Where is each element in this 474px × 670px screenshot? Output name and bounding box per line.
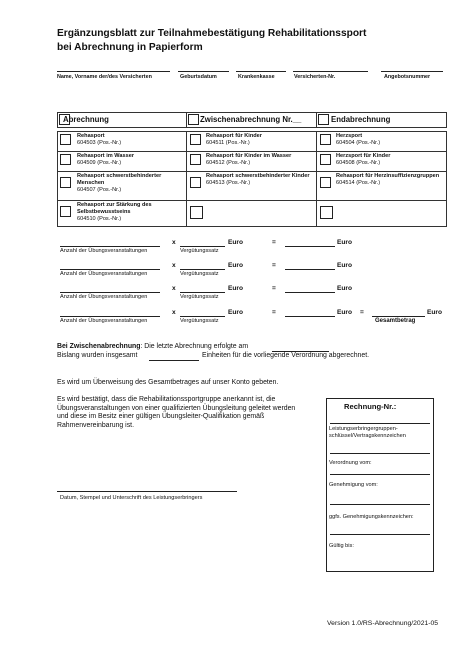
interim-last-date-text: : Die letzte Abrechnung erfolgte am: [140, 343, 249, 350]
insured-number-field-line[interactable]: [293, 71, 368, 72]
grid-row-divider-2: [57, 171, 447, 172]
rate-field-label: Vergütungssatz: [180, 294, 219, 300]
sport-cell-rehasport: [77, 133, 183, 147]
rate-field-label: Vergütungssatz: [180, 271, 219, 277]
offer-number-field-label: Angebotsnummer: [384, 74, 431, 80]
sport-checkbox-kinder-wasser[interactable]: [190, 154, 201, 165]
sport-cell-herzinsuffizienz: [336, 173, 444, 187]
sport-cell-schwerstbehindert-kinder: [206, 173, 314, 187]
title-line-2: bei Abrechnung in Papierform: [57, 42, 203, 53]
valid-until-label: Gültig bis:: [329, 543, 354, 549]
amount-field-line[interactable]: [285, 269, 335, 270]
euro-unit: Euro: [337, 239, 353, 246]
sport-checkbox-schwerstbehindert[interactable]: [60, 177, 71, 188]
billing-divider-2: [316, 112, 317, 128]
amount-field-line[interactable]: [285, 292, 335, 293]
euro-unit: Euro: [228, 285, 244, 292]
grid-row-divider-3: [57, 200, 447, 201]
provider-key-line[interactable]: [330, 453, 430, 454]
sport-cell-kinder-wasser: [206, 153, 314, 167]
euro-unit: Euro: [228, 239, 244, 246]
signature-line[interactable]: [57, 491, 237, 492]
multiply-sign: x: [172, 309, 176, 316]
amount-field-line[interactable]: [285, 246, 335, 247]
sport-title: Rehasport für Kinder im Wasser: [206, 153, 292, 159]
amount-field-line[interactable]: [285, 316, 335, 317]
prescription-date-label: Verordnung vom:: [329, 460, 372, 466]
sport-title: Rehasport für Herzinsuffizienzgruppen: [336, 173, 440, 179]
sport-cell-wasser: [77, 153, 183, 167]
rate-field-line[interactable]: [180, 246, 225, 247]
sport-title: Rehasport für Kinder: [206, 133, 262, 139]
equals-sign: =: [272, 262, 276, 269]
rate-field-line[interactable]: [180, 292, 225, 293]
sport-code: 604509 (Pos.-Nr.): [77, 160, 122, 166]
euro-unit: Euro: [337, 262, 353, 269]
rate-field-line[interactable]: [180, 269, 225, 270]
sport-title: Herzsport für Kinder: [336, 153, 391, 159]
count-field-label: Anzahl der Übungsveranstaltungen: [60, 294, 148, 300]
sport-checkbox-schwerstbehindert-kinder[interactable]: [190, 177, 201, 188]
equals-sign: =: [272, 309, 276, 316]
sport-cell-herzsport-kinder: [336, 153, 444, 167]
title-line-1: Ergänzungsblatt zur Teilnahmebestätigung Rehabilitationssport: [57, 28, 367, 39]
count-field-line[interactable]: [60, 269, 160, 270]
interim-total-suffix: Einheiten für die vorliegende Verordnung abgerechnet.: [202, 352, 370, 359]
document-title: [57, 27, 447, 55]
sport-code: 604508 (Pos.-Nr.): [336, 160, 381, 166]
provider-key-label: Leistungserbringergruppen-schlüssel/Vertragskennzeichen: [329, 426, 406, 439]
sport-cell-herzsport: [336, 133, 444, 147]
billing-divider-1: [186, 112, 187, 128]
euro-unit: Euro: [337, 309, 353, 316]
grid-col-divider-1: [186, 131, 187, 227]
rate-field-line[interactable]: [180, 316, 225, 317]
birthdate-field-line[interactable]: [178, 71, 229, 72]
sport-checkbox-rehasport[interactable]: [60, 134, 71, 145]
sport-title: Rehasport im Wasser: [77, 153, 134, 159]
count-field-label: Anzahl der Übungsveranstaltungen: [60, 318, 148, 324]
abrechnung-label: Abrechnung: [63, 115, 109, 124]
euro-unit: Euro: [228, 262, 244, 269]
confirmation-text: Es wird bestätigt, dass die Rehabilitationssportgruppe anerkannt ist, die Übungsveranstaltungen von einer qualifizierten Übungsleitung geleitet werden und diese im Besitz einer gültigen Übungsleiter-Qualifikation gemäß Rahmenvereinbarung ist.: [57, 396, 296, 429]
sport-title: Herzsport: [336, 133, 363, 139]
version-footer: Version 1.0/RS-Abrechnung/2021-05: [327, 620, 439, 627]
rate-field-label: Vergütungssatz: [180, 248, 219, 254]
approval-id-line[interactable]: [330, 534, 430, 535]
endabrechnung-label: Endabrechnung: [331, 115, 391, 124]
sport-cell-selbstbewusstsein: [77, 202, 183, 223]
endabrechnung-checkbox[interactable]: [318, 114, 329, 125]
count-field-label: Anzahl der Übungsveranstaltungen: [60, 271, 148, 277]
sport-code: 604511 (Pos.-Nr.): [206, 140, 250, 146]
rate-field-label: Vergütungssatz: [180, 318, 219, 324]
sport-checkbox-herzsport-kinder[interactable]: [320, 154, 331, 165]
offer-number-field-line[interactable]: [381, 71, 443, 72]
sport-code: 604513 (Pos.-Nr.): [206, 180, 251, 186]
multiply-sign: x: [172, 239, 176, 246]
sport-checkbox-empty-2[interactable]: [320, 206, 333, 219]
count-field-label: Anzahl der Übungsveranstaltungen: [60, 248, 148, 254]
sport-title: Rehasport schwerstbehinderter Kinder: [206, 173, 310, 179]
equals-sign: =: [272, 285, 276, 292]
prescription-date-line[interactable]: [330, 474, 430, 475]
sport-cell-schwerstbehindert: [77, 173, 183, 194]
approval-date-label: Genehmigung vom:: [329, 482, 378, 488]
count-field-line[interactable]: [60, 292, 160, 293]
sport-checkbox-wasser[interactable]: [60, 154, 71, 165]
sport-code: 604503 (Pos.-Nr.): [77, 140, 122, 146]
sport-title: Rehasport zur Stärkung des Selbstbewusstseins: [77, 202, 152, 215]
sport-checkbox-selbstbewusstsein[interactable]: [60, 206, 71, 217]
zwischenabrechnung-label: Zwischenabrechnung Nr.__: [200, 115, 302, 124]
total-amount-label: Gesamtbetrag: [375, 318, 416, 324]
transfer-request-text: Es wird um Überweisung des Gesamtbetrages auf unser Konto gebeten.: [57, 379, 279, 386]
count-field-line[interactable]: [60, 316, 160, 317]
sport-cell-kinder: [206, 133, 314, 147]
grid-col-divider-2: [316, 131, 317, 227]
sport-code: 604510 (Pos.-Nr.): [77, 216, 122, 222]
sport-title: Rehasport: [77, 133, 105, 139]
insurer-field-label: Krankenkasse: [238, 74, 275, 80]
interim-total-prefix: Bislang wurden insgesamt: [57, 352, 138, 359]
name-field-label: Name, Vorname der/des Versicherten: [57, 74, 152, 80]
count-field-line[interactable]: [60, 246, 160, 247]
euro-unit: Euro: [228, 309, 244, 316]
approval-id-label: ggfs. Genehmigungskennzeichen:: [329, 514, 414, 520]
total-amount-line[interactable]: [372, 316, 425, 317]
signature-label: Datum, Stempel und Unterschrift des Leistungserbringers: [60, 495, 203, 501]
grid-row-divider-1: [57, 151, 447, 152]
multiply-sign: x: [172, 262, 176, 269]
approval-date-line[interactable]: [330, 504, 430, 505]
equals-sign-total: =: [360, 309, 364, 316]
equals-sign: =: [272, 239, 276, 246]
name-field-line[interactable]: [57, 71, 170, 72]
sport-code: 604514 (Pos.-Nr.): [336, 180, 381, 186]
sport-code: 604507 (Pos.-Nr.): [77, 187, 122, 193]
invoice-number-line[interactable]: [330, 423, 430, 424]
sport-code: 604504 (Pos.-Nr.): [336, 140, 381, 146]
invoice-number-heading: Rechnung-Nr.:: [344, 402, 397, 411]
sport-title: Rehasport schwerstbehinderter Menschen: [77, 173, 162, 186]
insurer-field-line[interactable]: [236, 71, 286, 72]
sport-checkbox-herzsport[interactable]: [320, 134, 331, 145]
insured-number-field-label: Versicherten-Nr.: [294, 74, 336, 80]
sport-checkbox-empty-1[interactable]: [190, 206, 203, 219]
euro-unit: Euro: [427, 309, 443, 316]
zwischenabrechnung-checkbox[interactable]: [188, 114, 199, 125]
sport-checkbox-herzinsuffizienz[interactable]: [320, 177, 331, 188]
interim-line-1: [57, 343, 437, 352]
euro-unit: Euro: [337, 285, 353, 292]
sport-code: 604512 (Pos.-Nr.): [206, 160, 251, 166]
units-billed-line[interactable]: [149, 360, 199, 361]
sport-checkbox-kinder[interactable]: [190, 134, 201, 145]
birthdate-field-label: Geburtsdatum: [180, 74, 217, 80]
multiply-sign: x: [172, 285, 176, 292]
interim-heading: Bei Zwischenabrechnung: [57, 343, 141, 350]
